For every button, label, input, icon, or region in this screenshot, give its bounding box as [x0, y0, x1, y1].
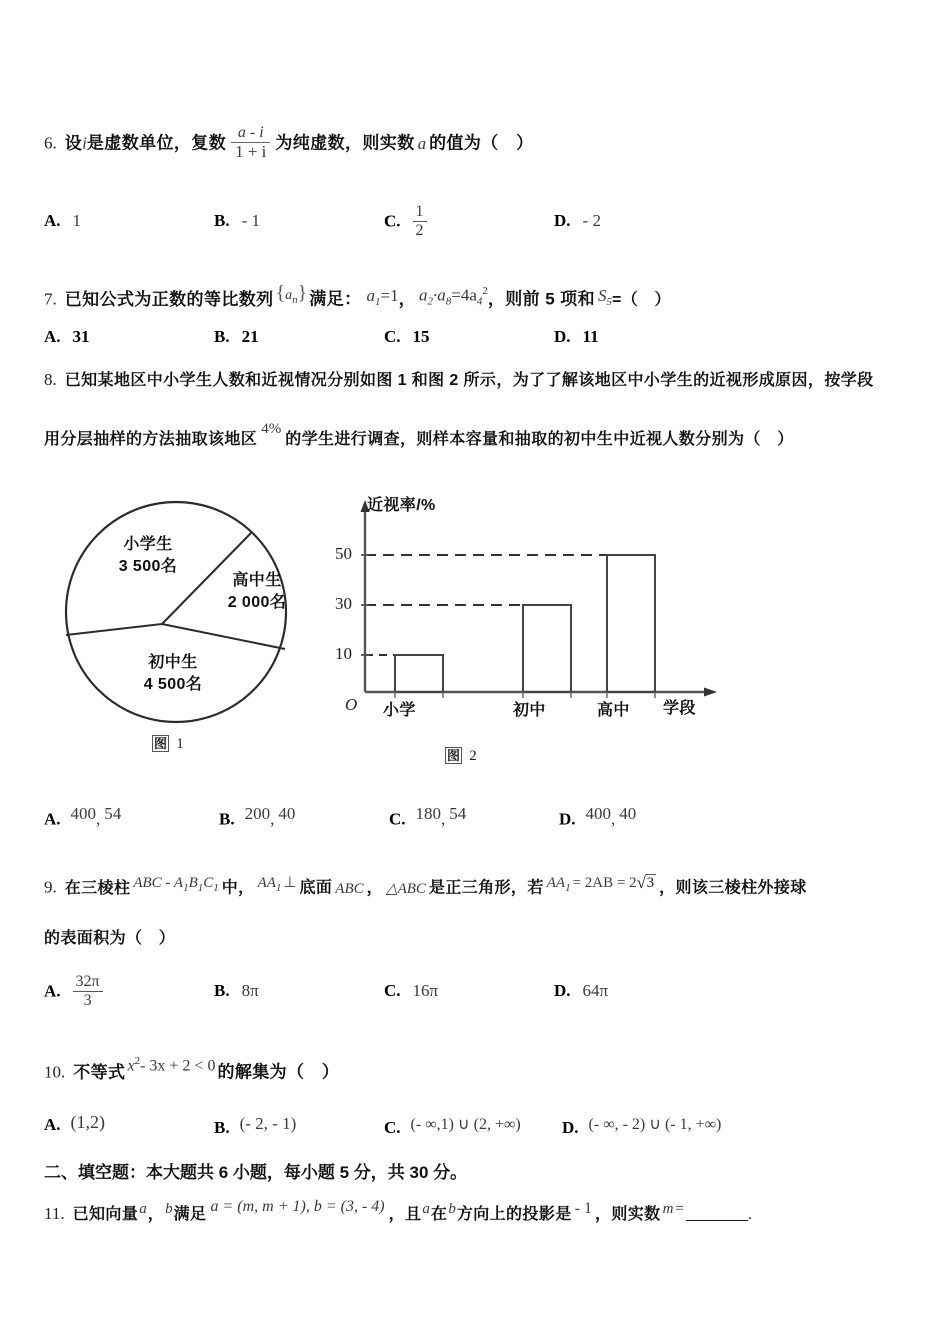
q11-text-5: 方向上的投影是: [456, 1206, 572, 1223]
q10-option-c[interactable]: [384, 1114, 521, 1138]
q10-option-d-label: D.: [562, 1118, 579, 1137]
q9-base-abc: ABC: [335, 880, 364, 897]
question-6-options: [44, 205, 924, 239]
q9-option-a-numerator: 32π: [75, 973, 100, 990]
q8-option-b[interactable]: [219, 804, 295, 830]
q9-text-line2: 的表面积为（ ）: [44, 930, 176, 947]
q11-text-4: 在: [430, 1206, 448, 1223]
q11-text-3: ，且: [388, 1206, 422, 1223]
question-9-number: 9.: [44, 877, 57, 897]
bar-chart-xtick-gaozhong: 高中: [597, 702, 630, 719]
q11-variable-m: m: [662, 1201, 674, 1218]
bar-chart-xtick-xiaoxue: 小学: [383, 702, 416, 719]
q7-option-a[interactable]: [44, 327, 90, 347]
q7-sum-symbol: S: [597, 285, 607, 305]
q7-option-c-value: 15: [412, 327, 430, 346]
q7-a4-power: 2: [482, 285, 488, 298]
q7-a2-symbol: a: [418, 285, 428, 305]
question-8-options: [44, 800, 924, 834]
q8-option-c[interactable]: [389, 804, 466, 830]
q11-equals-sign: =: [675, 1201, 684, 1218]
q9-cond-aa1: AA: [546, 875, 566, 891]
q11-vector-equation: a = (m, m + 1), b = (3, - 4): [210, 1198, 385, 1215]
figure-1-caption: [152, 733, 184, 753]
q7-option-a-label: A.: [44, 327, 61, 346]
q9-option-d[interactable]: [554, 981, 608, 1001]
q8-option-a-value1: 400: [70, 804, 97, 823]
pie-value-xiaoxuesheng: 3 500名: [118, 557, 178, 575]
q7-option-a-value: 31: [72, 327, 90, 346]
q8-text-line1: 已知某地区中小学生人数和近视情况分别如图 1 和图 2 所示，为了了解该地区中小学生的近视形成原因，按学段: [64, 372, 874, 389]
q10-option-b-value: (- 2, - 1): [239, 1114, 297, 1133]
pie-label-gaozhongsheng: 高中生: [232, 572, 282, 589]
q7-option-d[interactable]: [554, 327, 599, 347]
question-10-options: [44, 1102, 924, 1136]
q11-vector-b-2: b: [448, 1201, 456, 1218]
q8-option-c-sep: ,: [441, 809, 446, 829]
question-11-number: 11.: [44, 1204, 65, 1223]
q6-option-c-numerator: 1: [415, 203, 424, 220]
q8-option-b-sep: ,: [270, 809, 275, 829]
q8-option-b-value1: 200: [244, 804, 271, 823]
q6-option-b-value: - 1: [241, 211, 261, 230]
q7-sum-index: 5: [606, 295, 612, 308]
q6-text-2: 是虚数单位，复数: [86, 133, 227, 153]
q8-option-d[interactable]: [559, 804, 636, 830]
q7-option-b-label: B.: [214, 327, 230, 346]
q6-option-c-label: C.: [384, 211, 401, 231]
q7-a4-expr: =4a: [451, 285, 477, 305]
q8-option-a[interactable]: [44, 804, 121, 830]
q11-vector-b: b: [165, 1201, 173, 1218]
bar-chart-xlabel: 学段: [663, 700, 696, 717]
bar-chart-origin-label: O: [345, 695, 358, 714]
q6-option-c-denominator: 2: [413, 221, 427, 240]
q8-option-a-label: A.: [44, 809, 61, 829]
question-6-number: 6.: [44, 133, 57, 153]
q11-text-2: 满足: [173, 1206, 207, 1223]
q9-cond-radicand: 3: [646, 875, 655, 891]
question-8-stem-line2: [44, 420, 794, 449]
question-10-number: 10.: [44, 1062, 66, 1082]
q7-text-3: ，则前 5 项和: [487, 289, 595, 309]
q9-text-5: 是正三角形，若: [428, 879, 544, 897]
q10-expr-rest: - 3x + 2 < 0: [140, 1057, 216, 1075]
q9-option-c[interactable]: [384, 981, 438, 1001]
figure-1-caption-word: 图: [154, 736, 168, 751]
question-9-stem-line1: 9. 在三棱柱 ABC - $A_1B_1C_1$ 中， $AA_1$ ⊥ 底面 ABC ， △ABC 是正三角形，若 $AA_1 = 2AB = 2$ √ 3 ，则该三棱柱外接球: [44, 873, 807, 898]
question-7-options: [44, 327, 924, 361]
q7-option-d-value: 11: [582, 327, 599, 346]
q8-option-d-value2: 40: [619, 804, 637, 823]
q6-option-b-label: B.: [214, 211, 230, 230]
q7-sequence-index: n: [292, 294, 298, 307]
q10-text-2: 的解集为（ ）: [217, 1062, 340, 1082]
q10-option-d[interactable]: [562, 1114, 721, 1138]
q10-option-d-value: (- ∞, - 2) ∪ (- 1, +∞): [588, 1116, 722, 1133]
pie-slice-label-junior: [113, 652, 233, 695]
q8-text-line2b: 的学生进行调查，则样本容量和抽取的初中生中近视人数分别为（ ）: [285, 431, 794, 449]
figure-1-caption-number: 1: [176, 736, 184, 752]
q7-a4-index: 4: [476, 295, 483, 308]
q10-option-b[interactable]: [214, 1114, 296, 1138]
q7-option-c-label: C.: [384, 327, 401, 346]
q11-text-1: 已知向量: [72, 1206, 139, 1223]
q10-expr-x: x: [127, 1057, 135, 1075]
q8-option-c-value1: 180: [415, 804, 442, 823]
q8-text-line2a: 用分层抽样的方法抽取该地区: [44, 431, 258, 449]
q9-option-a[interactable]: [44, 973, 105, 1011]
q6-option-a-value: 1: [72, 211, 82, 230]
figure-2-caption: [445, 745, 477, 765]
q8-option-d-sep: ,: [611, 809, 616, 829]
q8-option-b-value2: 40: [278, 804, 296, 823]
q9-cond-expr: = 2AB = 2: [572, 875, 637, 891]
q10-option-c-label: C.: [384, 1118, 401, 1137]
q9-perpendicular-symbol: ⊥: [283, 875, 297, 891]
q11-comma: ，: [147, 1206, 165, 1223]
q9-text-1: 在三棱柱: [64, 879, 131, 897]
q6-frac-numerator: a - i: [237, 124, 264, 141]
q7-sequence-symbol: a: [285, 288, 293, 303]
pie-label-xiaoxuesheng: 小学生: [123, 536, 173, 553]
q9-triangle-abc: △ABC: [386, 880, 426, 897]
q8-option-a-value2: 54: [104, 804, 122, 823]
q7-text-4: =（ ）: [611, 291, 671, 309]
figure-2-caption-word: 图: [447, 748, 461, 763]
q7-a2-index: 2: [427, 295, 433, 308]
q9-option-b-value: 8π: [241, 981, 259, 1000]
bar-chart-ytick-50: 50: [335, 544, 352, 563]
q11-period: .: [747, 1204, 753, 1223]
q7-a1-index: 1: [374, 295, 381, 308]
question-11-stem: [44, 1198, 752, 1224]
figure-2-caption-number: 2: [469, 748, 477, 764]
q9-option-b-label: B.: [214, 981, 230, 1000]
q7-option-c[interactable]: [384, 327, 430, 347]
q9-text-3: 底面: [299, 879, 333, 897]
q6-imaginary-unit: i: [82, 133, 87, 153]
pie-slice-label-primary: [93, 534, 203, 577]
question-7-stem: 7. 已知公式为正数的等比数列 $\{a_n\}$ 满足： $a_1=1$， $a_2\cdot a_8=4a_4^2$，则前 5 项和 $S_5=$（ ）: [44, 282, 671, 309]
q7-text-1: 已知公式为正数的等比数列: [64, 289, 274, 309]
q11-text-6: ，则实数: [594, 1206, 661, 1223]
q11-answer-blank[interactable]: [686, 1220, 748, 1221]
q10-expr-power: 2: [134, 1055, 141, 1067]
q7-a8-index: 8: [445, 295, 452, 308]
q6-option-d[interactable]: [554, 211, 601, 231]
q10-text-1: 不等式: [73, 1062, 126, 1082]
q8-option-c-label: C.: [389, 809, 406, 829]
q6-option-c[interactable]: [384, 203, 429, 241]
question-9-options: [44, 965, 924, 1010]
question-6-stem: [44, 124, 534, 161]
q9-option-b[interactable]: [214, 981, 259, 1001]
q6-text-1: 设: [64, 133, 83, 153]
q10-option-a-value: (1,2): [70, 1112, 106, 1132]
section-2-heading: [44, 1158, 467, 1183]
q9-text-4: ，: [366, 879, 384, 897]
q10-option-c-value: (- ∞,1) ∪ (2, +∞): [410, 1116, 521, 1133]
q7-option-d-label: D.: [554, 327, 571, 346]
q9-option-c-label: C.: [384, 981, 401, 1000]
question-8-number: 8.: [44, 370, 57, 389]
q8-option-b-label: B.: [219, 809, 235, 829]
q8-option-a-sep: ,: [96, 809, 101, 829]
q9-option-a-label: A.: [44, 981, 61, 1001]
q8-option-d-value1: 400: [585, 804, 612, 823]
q11-projection-value: - 1: [574, 1200, 592, 1218]
question-7-number: 7.: [44, 289, 57, 309]
pie-label-chuzhongsheng: 初中生: [148, 654, 198, 671]
q7-text-2: 满足：: [309, 289, 362, 309]
q10-option-a[interactable]: [44, 1112, 105, 1135]
q9-text-2: 中，: [221, 879, 255, 897]
pie-value-gaozhongsheng: 2 000名: [227, 593, 287, 611]
q9-aa1-symbol: AA: [257, 875, 276, 891]
q6-text-4: 的值为（ ）: [429, 133, 534, 153]
bar-chart-xtick-chuzhong: 初中: [513, 702, 546, 719]
bar-chart-ytick-10: 10: [335, 644, 352, 663]
question-9-stem-line2: [44, 925, 175, 948]
bar-chart-svg: [325, 492, 725, 727]
q7-a1-value: =1: [380, 285, 399, 305]
question-8-stem-line1: [44, 367, 874, 390]
q7-a8-symbol: ·a: [432, 285, 446, 305]
question-10-stem: [44, 1055, 339, 1083]
bar-chart-ytick-30: 30: [335, 594, 352, 613]
q7-option-b[interactable]: [214, 327, 259, 347]
q10-option-b-label: B.: [214, 1118, 230, 1137]
figure-2-bar-chart: [325, 492, 725, 732]
pie-slice-label-senior: [202, 570, 312, 613]
q7-option-b-value: 21: [241, 327, 259, 346]
q11-vector-a-2: a: [422, 1201, 430, 1218]
q6-option-a[interactable]: [44, 211, 81, 231]
q11-vector-a: a: [139, 1201, 147, 1218]
q9-option-d-label: D.: [554, 981, 571, 1000]
q9-option-a-denominator: 3: [73, 991, 103, 1010]
q6-option-d-value: - 2: [582, 211, 601, 230]
q8-sampling-percent: 4%: [261, 421, 282, 437]
q7-a1-symbol: a: [366, 285, 375, 305]
pie-value-chuzhongsheng: 4 500名: [143, 675, 203, 693]
q6-option-b[interactable]: [214, 211, 260, 231]
q6-frac-denominator: 1 + i: [231, 142, 270, 162]
q6-option-a-label: A.: [44, 211, 61, 230]
q8-option-c-value2: 54: [449, 804, 467, 823]
pie-chart-svg: [55, 492, 325, 742]
q8-option-d-label: D.: [559, 809, 576, 829]
q6-text-3: 为纯虚数，则实数: [275, 133, 415, 153]
q6-option-d-label: D.: [554, 211, 571, 230]
bar-chart-ylabel: 近视率/%: [367, 497, 436, 514]
figure-1-pie-chart: [55, 492, 325, 782]
section-2-heading-text: 二、填空题：本大题共 6 小题，每小题 5 分，共 30 分。: [44, 1163, 468, 1182]
q9-option-d-value: 64π: [582, 981, 609, 1000]
q9-option-c-value: 16π: [412, 981, 439, 1000]
q9-text-6: ，则该三棱柱外接球: [659, 879, 807, 897]
q6-variable-a: a: [417, 133, 427, 153]
q10-option-a-label: A.: [44, 1115, 61, 1134]
